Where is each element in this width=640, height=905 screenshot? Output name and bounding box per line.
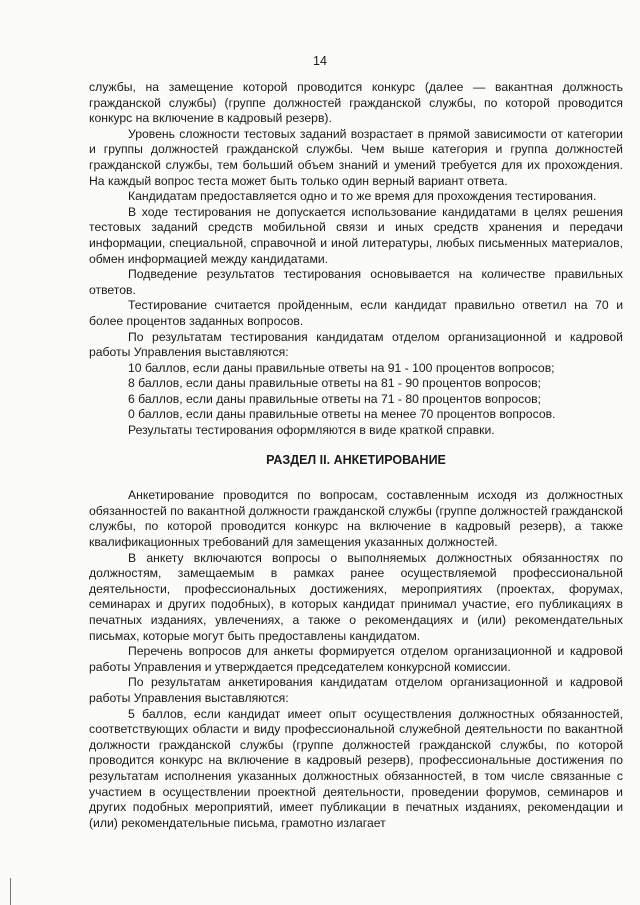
paragraph: Тестирование считается пройденным, если кандидат правильно ответил на 70 и более процентов заданных вопросов. [89, 298, 623, 328]
section-i-text [89, 80, 623, 439]
paragraph: службы, на замещение которой проводится конкурс (далее — вакантная должность гражданской службы) (группе должностей гражданской службы, по которой проводится конкурс на включение в кадровый резерв). [89, 80, 623, 126]
paragraph: Перечень вопросов для анкеты формируется отделом организационной и кадровой работы Управления и утверждается председателем конкурсной комиссии. [89, 644, 623, 674]
list-item: 10 баллов, если даны правильные ответы на 91 - 100 процентов вопросов; [128, 360, 555, 375]
paragraph: Подведение результатов тестирования основывается на количестве правильных ответов. [89, 267, 623, 297]
paragraph: По результатам тестирования кандидатам отделом организационной и кадровой работы Управления выставляются: [89, 329, 623, 360]
paragraph: В ходе тестирования не допускается использование кандидатами в целях решения тестовых заданий средств мобильной связи и иных средств хранения и передачи информации, специальной, справочной и иной литературы, любых письменных материалов, обмен информацией между кандидатами. [89, 204, 623, 266]
paragraph: Анкетирование проводится по вопросам, составленным исходя из должностных обязанностей по вакантной должности гражданской службы (группе должностей гражданской службы, по которой проводится конкурс на включение в кадровый резерв), а также квалификационных требований для замещения указанных должностей. [89, 488, 623, 550]
paragraph: Уровень сложности тестовых заданий возрастает в прямой зависимости от категории и группы должностей гражданской службы. Чем выше категория и группа должностей гражданской службы, тем больший объем знаний и умений требуется для их прохождения. На каждый вопрос теста может быть только один верный вариант ответа. [89, 126, 623, 188]
list-item: 0 баллов, если даны правильные ответы на менее 70 процентов вопросов. [128, 407, 556, 422]
page-number: 14 [313, 54, 327, 68]
list-item: 8 баллов, если даны правильные ответы на 81 - 90 процентов вопросов; [128, 376, 542, 391]
document-body [89, 80, 623, 831]
paragraph: В анкету включаются вопросы о выполняемых должностных обязанностях по должностям, замещаемым в рамках ранее осуществляемой профессиональной деятельности, профессиональных достижениях, мероприятиях (проектах, форумах, семинарах и других подобных), в которых кандидат принимал участие, его публикациях в печатных изданиях, увлечениях, а также о рекомендациях и (или) рекомендательных письмах, которые могут быть предоставлены кандидатом. [89, 550, 623, 643]
paragraph: 5 баллов, если кандидат имеет опыт осуществления должностных обязанностей, соответствующих области и виду профессиональной служебной деятельности по вакантной должности гражданской службы (группе должностей гражданской службы, по которой проводится конкурс на включение в кадровый резерв), профессиональные достижения по результатам исполнения указанных должностных обязанностей, в том числе связанные с участием в осуществлении проектной деятельности, проведении форумов, семинаров и других подобных мероприятий, имеет публикации в печатных изданиях, рекомендации и (или) рекомендательные письма, грамотно излагает [89, 706, 623, 830]
list-item: 6 баллов, если даны правильные ответы на 71 - 80 процентов вопросов; [128, 391, 542, 406]
paragraph: Кандидатам предоставляется одно и то же время для прохождения тестирования. [128, 189, 597, 204]
scan-margin-line [10, 878, 11, 905]
list-item: Результаты тестирования оформляются в виде краткой справки. [128, 423, 495, 438]
section-heading: РАЗДЕЛ II. АНКЕТИРОВАНИЕ [266, 452, 446, 467]
paragraph: По результатам анкетирования кандидатам отделом организационной и кадровой работы Управления выставляются: [89, 675, 623, 705]
section-ii-text [89, 488, 623, 831]
